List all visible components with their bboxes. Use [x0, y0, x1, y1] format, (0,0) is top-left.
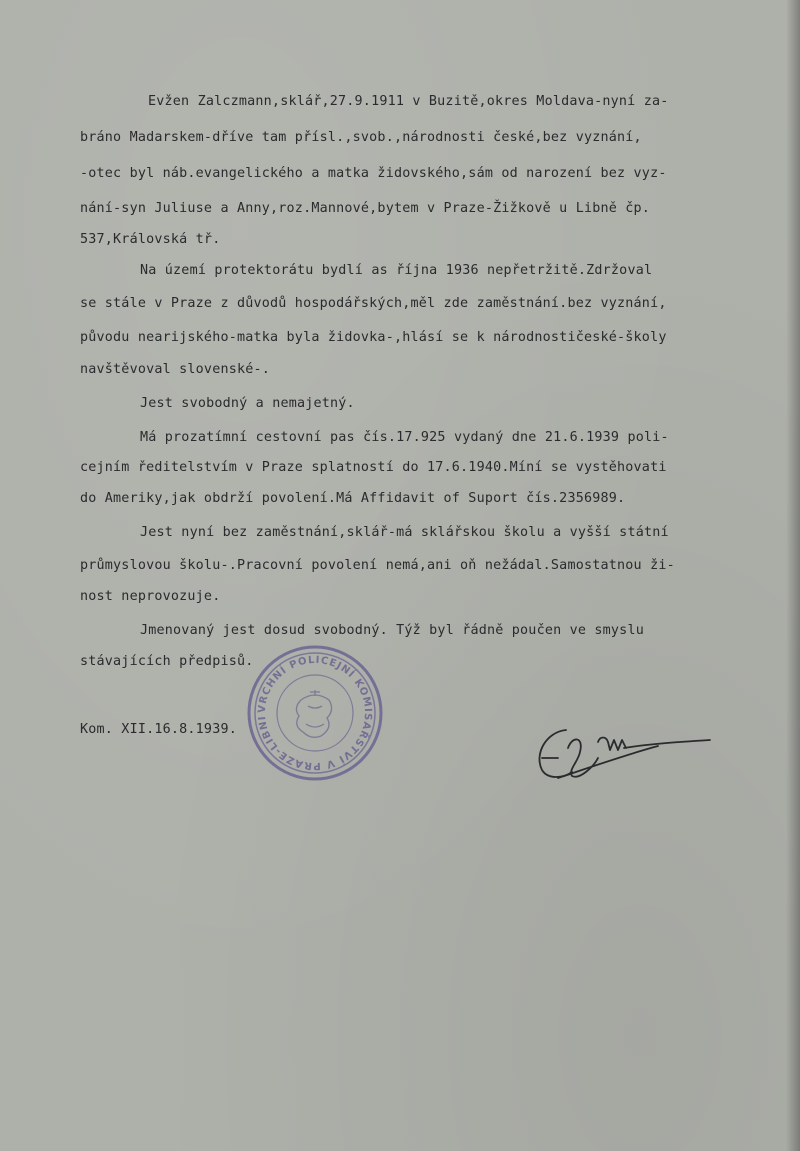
p2-line-3: původu nearijského-matka byla židovka-,hlásí se k národnostičeské-školy [80, 330, 667, 345]
p1-line-1: Evžen Zalczmann,sklář,27.9.1911 v Buzitě,okres Moldava-nyní za- [148, 94, 669, 109]
p4-line-2: cejním ředitelstvím v Praze splatností do 17.6.1940.Míní se vystěhovati [80, 460, 667, 475]
p5-line-1: Jest nyní bez zaměstnání,sklář-má sklářskou školu a vyšší státní [140, 525, 669, 540]
official-stamp [246, 644, 384, 782]
stamp-circular-text: VRCHNÍ POLICEJNÍ KOMISAŘSTVÍ V PRAZE-LIBNI [256, 654, 374, 772]
p4-line-1: Má prozatímní cestovní pas čís.17.925 vydaný dne 21.6.1939 poli- [140, 430, 669, 445]
p1-line-5: 537,Královská tř. [80, 232, 221, 247]
p4-line-3: do Ameriky,jak obdrží povolení.Má Affidavit of Suport čís.2356989. [80, 491, 626, 506]
p1-line-3: -otec byl náb.evangelického a matka židovského,sám od narození bez vyz- [80, 166, 667, 181]
p2-line-1: Na území protektorátu bydlí as října 1936 nepřetržitě.Zdržoval [140, 263, 653, 278]
footer-date-line: Kom. XII.16.8.1939. [80, 722, 237, 737]
p1-line-2: bráno Madarskem-dříve tam přísl.,svob.,národnosti české,bez vyznání, [80, 130, 642, 145]
handwritten-signature [528, 718, 718, 790]
p2-line-4: navštěvoval slovenské-. [80, 362, 271, 377]
page-edge-shadow [786, 0, 800, 1151]
p1-line-4: nání-syn Juliuse a Anny,roz.Mannové,bytem v Praze-Žižkově u Libně čp. [80, 201, 651, 216]
p6-line-2: stávajících předpisů. [80, 654, 254, 669]
stamp-emblem [296, 690, 331, 737]
p3-line-1: Jest svobodný a nemajetný. [140, 396, 355, 411]
p2-line-2: se stále v Praze z důvodů hospodářských,měl zde zaměstnání.bez vyznání, [80, 296, 667, 311]
p5-line-2: průmyslovou školu-.Pracovní povolení nemá,ani oň nežádal.Samostatnou ži- [80, 558, 675, 573]
svg-text:VRCHNÍ POLICEJNÍ KOMISAŘSTVÍ V [257, 655, 373, 771]
p5-line-3: nost neprovozuje. [80, 589, 221, 604]
p6-line-1: Jmenovaný jest dosud svobodný. Týž byl řádně poučen ve smyslu [140, 623, 644, 638]
